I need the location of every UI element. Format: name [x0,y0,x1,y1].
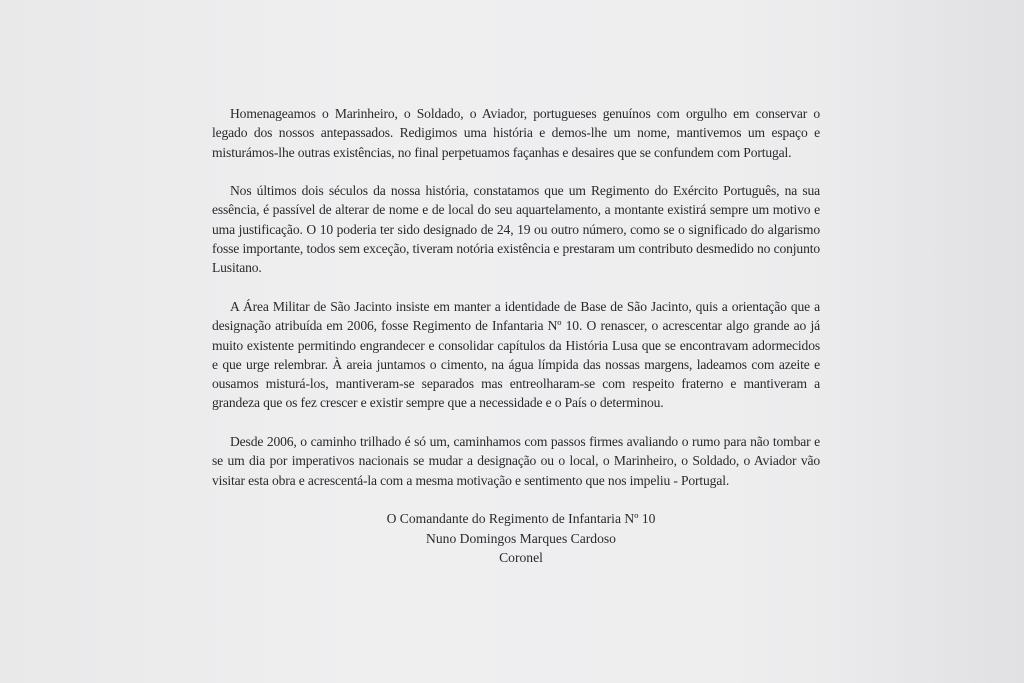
signature-title: O Comandante do Regimento de Infantaria Nº 10 [386,511,656,527]
document-body [212,104,820,567]
signature-name: Nuno Domingos Marques Cardoso [426,530,616,546]
paragraph-2: Nos últimos dois séculos da nossa história, constatamos que um Regimento do Exército Português, na sua essência, é passível de alterar de nome e de local do seu aquartelamento, a montante existirá sempre um motivo e uma justificação. O 10 poderia ter sido designado de 24, 19 ou outro número, como se o significado do algarismo fosse importante, todos sem exceção, tiveram notória existência e prestaram um contributo desmedido no conjunto Lusitano. [212,183,820,276]
paragraph-3: A Área Militar de São Jacinto insiste em manter a identidade de Base de São Jacinto, quis a orientação que a designação atribuída em 2006, fosse Regimento de Infantaria Nº 10. O renascer, o acrescentar algo grande ao já muito existente permitindo engrandecer e consolidar capítulos da História Lusa que se encontravam adormecidos e que urge relembrar. À areia juntamos o cimento, na água límpida das nossas margens, ladeamos com azeite e ousamos misturá-los, mantiveram-se separados mas entreolharam-se com respeito fraterno e mantiveram a grandeza que os fez crescer e existir sempre que a necessidade e o País o determinou. [212,298,820,411]
signature-rank: Coronel [499,549,543,565]
signature-block [212,509,820,567]
paragraph-4: Desde 2006, o caminho trilhado é só um, caminhamos com passos firmes avaliando o rumo para não tombar e se um dia por imperativos nacionais se mudar a designação ou o local, o Marinheiro, o Soldado, o Aviador vão visitar esta obra e acrescentá-la com a mesma motivação e sentimento que nos impeliu - Portugal. [212,434,820,488]
paragraph-1: Homenageamos o Marinheiro, o Soldado, o Aviador, portugueses genuínos com orgulho em conservar o legado dos nossos antepassados. Redigimos uma história e demos-lhe um nome, mantivemos um espaço e misturámos-lhe outras existências, no final perpetuamos façanhas e desaires que se confundem com Portugal. [212,106,820,160]
page-edge-shadow [834,0,1024,683]
